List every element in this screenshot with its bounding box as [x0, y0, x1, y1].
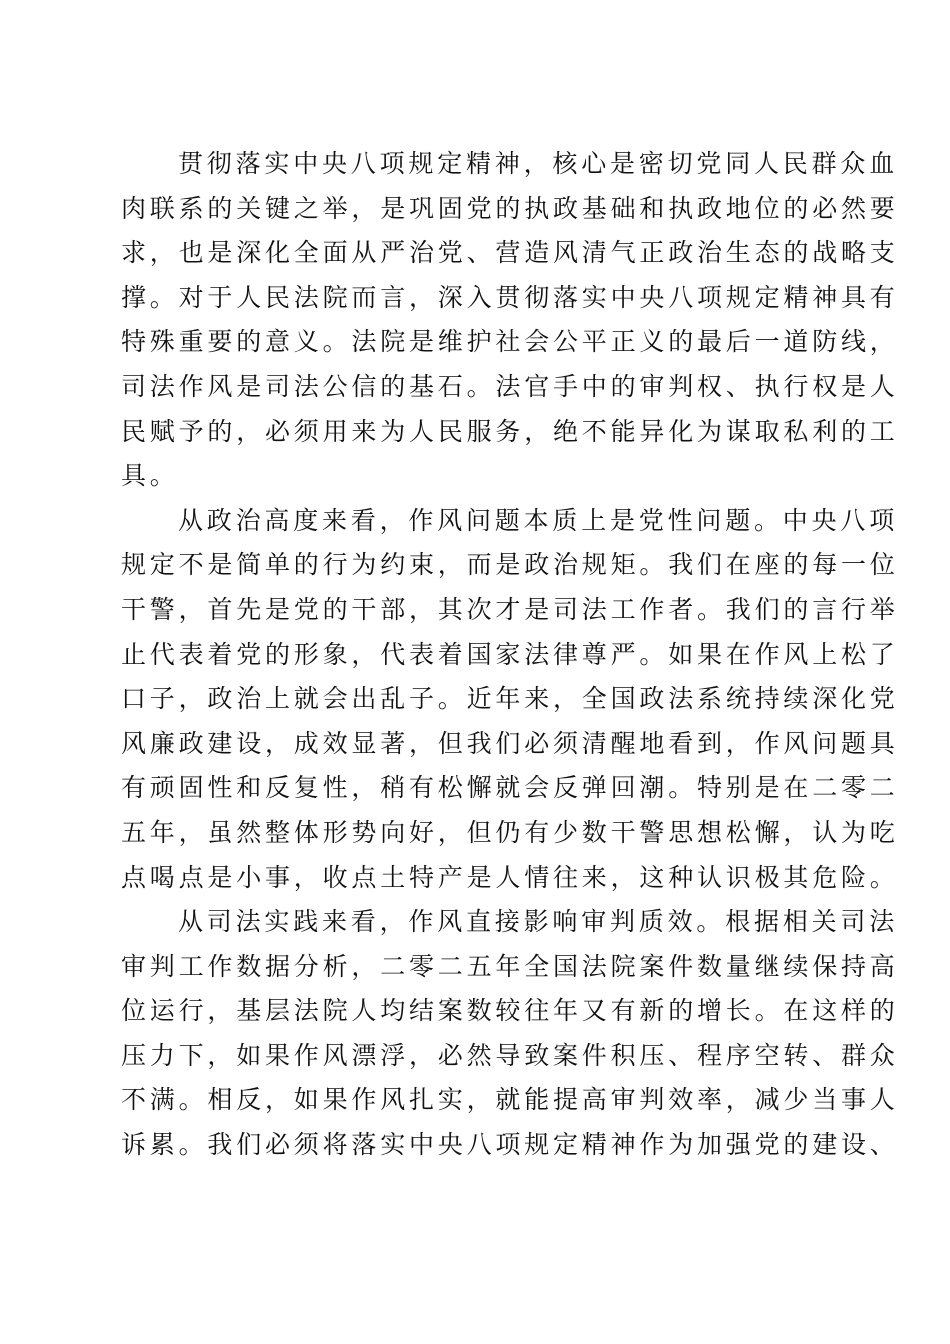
text-line: 撑。对于人民法院而言，深入贯彻落实中央八项规定精神具有 [121, 282, 899, 312]
text-line: 贯彻落实中央八项规定精神，核心是密切党同人民群众血 [178, 149, 899, 178]
text-line: 从政治高度来看，作风问题本质上是党性问题。中央八项 [178, 505, 899, 535]
text-line: 求，也是深化全面从严治党、营造风清气正政治生态的战略支 [121, 238, 899, 268]
text-line: 审判工作数据分析，二零二五年全国法院案件数量继续保持高 [121, 951, 899, 981]
text-line: 诉累。我们必须将落实中央八项规定精神作为加强党的建设、 [121, 1130, 899, 1160]
text-line: 具。 [121, 461, 179, 491]
text-line: 止代表着党的形象，代表着国家法律尊严。如果在作风上松了 [121, 639, 899, 669]
text-line: 肉联系的关键之举，是巩固党的执政基础和执政地位的必然要 [121, 193, 899, 223]
text-line: 点喝点是小事，收点土特产是人情往来，这种认识极其危险。 [121, 862, 899, 892]
text-line: 民赋予的，必须用来为人民服务，绝不能异化为谋取私利的工 [121, 416, 899, 446]
document-body [121, 142, 899, 1168]
text-line: 有顽固性和反复性，稍有松懈就会反弹回潮。特别是在二零二 [121, 773, 899, 803]
paragraph [121, 142, 899, 499]
text-line: 特殊重要的意义。法院是维护社会公平正义的最后一道防线， [121, 327, 899, 357]
paragraph [121, 900, 899, 1168]
paragraph [121, 499, 899, 900]
text-line: 风廉政建设，成效显著，但我们必须清醒地看到，作风问题具 [121, 728, 899, 758]
text-line: 不满。相反，如果作风扎实，就能提高审判效率，减少当事人 [121, 1085, 899, 1115]
text-line: 司法作风是司法公信的基石。法官手中的审判权、执行权是人 [121, 371, 899, 401]
text-line: 规定不是简单的行为约束，而是政治规矩。我们在座的每一位 [121, 550, 899, 580]
text-line: 五年，虽然整体形势向好，但仍有少数干警思想松懈，认为吃 [121, 817, 899, 847]
text-line: 口子，政治上就会出乱子。近年来，全国政法系统持续深化党 [121, 684, 899, 714]
text-line: 干警，首先是党的干部，其次才是司法工作者。我们的言行举 [121, 594, 899, 624]
text-line: 从司法实践来看，作风直接影响审判质效。根据相关司法 [178, 907, 899, 937]
text-line: 位运行，基层法院人均结案数较往年又有新的增长。在这样的 [121, 996, 899, 1026]
text-line: 压力下，如果作风漂浮，必然导致案件积压、程序空转、群众 [121, 1040, 899, 1070]
